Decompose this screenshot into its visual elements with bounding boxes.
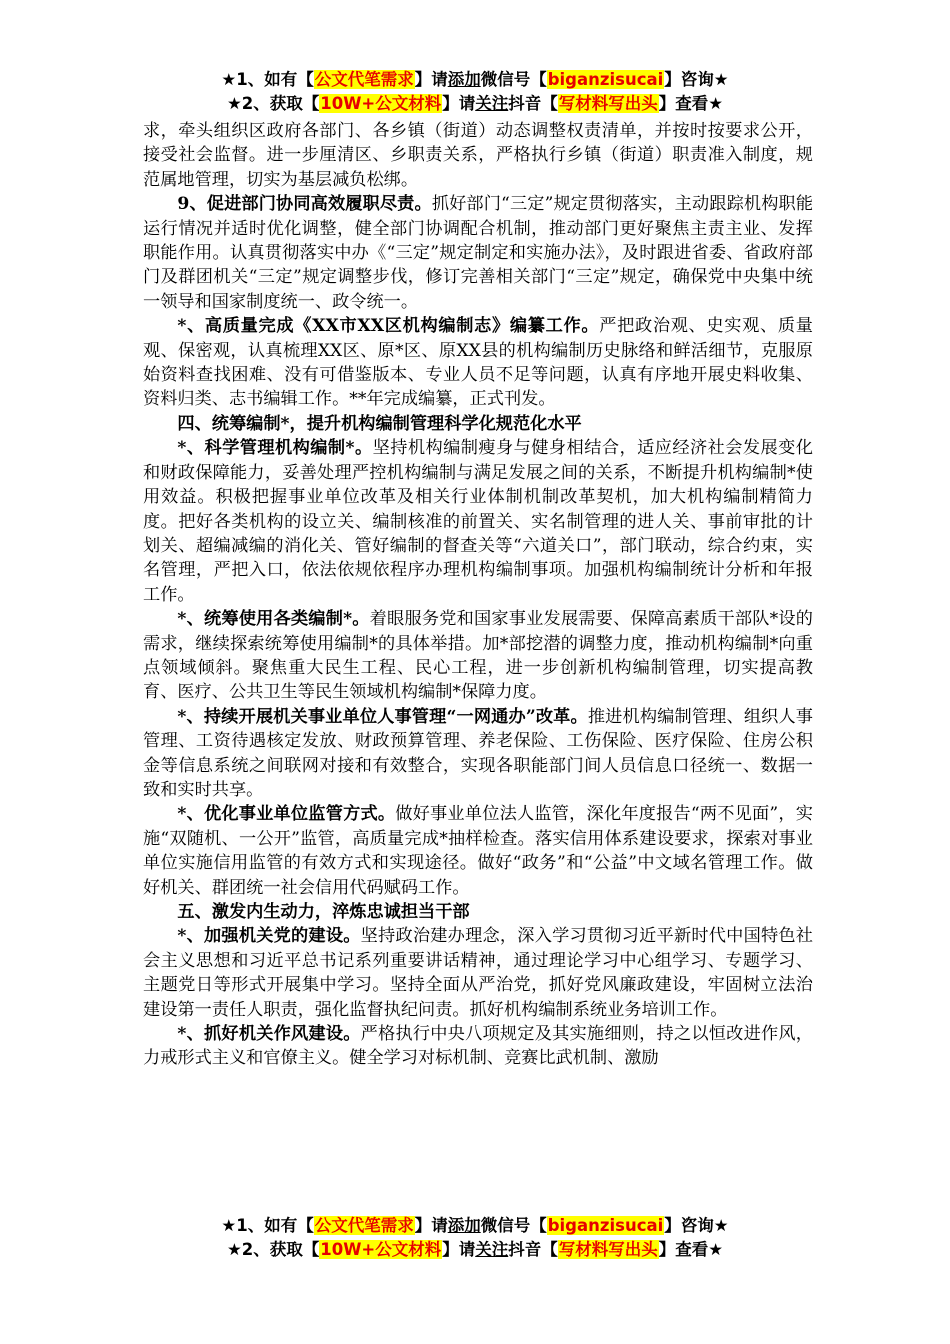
paragraph-coordinate-staffing: *、统筹使用各类编制*。着眼服务党和国家事业发展需要、保障高素质干部队*设的需求，继续探索统筹使用编制*的具体举措。加*部挖潜的调整力度，推动机构编制*向重点领域倾斜。聚焦重大民生工程、民心工程，进一步创新机构编制管理，切实提高教育、医疗、公共卫生等民生领域机构编制*保障力度。 xyxy=(143,609,813,703)
promo-banner-bottom xyxy=(0,1214,950,1262)
paragraph-item-9: 9、促进部门协同高效履职尽责。抓好部门“三定”规定贯彻落实，主动跟踪机构职能运行情况并适时优化调整，健全部门协调配合机制，推动部门更好聚焦主责主业、发挥职能作用。认真贯彻落实中办《“三定”规定制定和实施办法》，及时跟进省委、省政府部门及群团机关“三定”规定调整步伐，修订完善相关部门“三定”规定，确保党中央集中统一领导和国家制度统一、政令统一。 xyxy=(143,194,814,312)
highlight-wechat-id: biganzisucai xyxy=(547,1216,664,1235)
paragraph-continued: 求，牵头组织区政府各部门、各乡镇（街道）动态调整权责清单，并按时按要求公开，接受社会监督。进一步厘清区、乡职责关系，严格执行乡镇（街道）职责准入制度，规范属地管理，切实为基层减负松绑。 xyxy=(143,121,813,190)
highlight-materials: 10W+公文材料 xyxy=(320,94,442,113)
promo-banner-top xyxy=(0,68,950,116)
banner-line-1: ★1、如有【公文代笔需求】请添加微信号【biganzisucai】咨询★ xyxy=(221,70,729,89)
banner-line-1: ★1、如有【公文代笔需求】请添加微信号【biganzisucai】咨询★ xyxy=(221,1216,729,1235)
highlight-service: 公文代笔需求 xyxy=(314,1216,414,1235)
banner-line-2: ★2、获取【10W+公文材料】请关注抖音【写材料写出头】查看★ xyxy=(226,94,724,113)
paragraph-annals: *、高质量完成《XX市XX区机构编制志》编纂工作。严把政治观、史实观、质量观、保密观，认真梳理XX区、原*区、原XX县的机构编制历史脉络和鲜活细节，克服原始资料查找困难、没有可借鉴版本、专业人员不足等问题，认真有序地开展史料收集、资料归类、志书编辑工作。**年完成编纂，正式刊发。 xyxy=(143,316,813,410)
paragraph-manage-staffing: *、科学管理机构编制*。坚持机构编制瘦身与健身相结合，适应经济社会发展变化和财政保障能力，妥善处理严控机构编制与满足发展之间的关系，不断提升机构编制*使用效益。积极把握事业单位改革及相关行业体制机制改革契机，加大机构编制精简力度。把好各类机构的设立关、编制核准的前置关、实名制管理的进人关、事前审批的计划关、超编减编的消化关、管好编制的督查关等“六道关口”，部门联动，综合约束，实名管理，严把入口，依法依规依程序办理机构编制事项。加强机构编制统计分析和年报工作。 xyxy=(143,438,813,605)
paragraph-one-network: *、持续开展机关事业单位人事管理“一网通办”改革。推进机构编制管理、组织人事管理、工资待遇核定发放、财政预算管理、养老保险、工伤保险、医疗保险、住房公积金等信息系统之间联网对接和有效整合，实现各职能部门间人员信息口径统一、数据一致和实时共享。 xyxy=(143,706,813,800)
highlight-douyin: 写材料写出头 xyxy=(558,1240,658,1259)
highlight-service: 公文代笔需求 xyxy=(314,70,414,89)
section-heading-5: 五、激发内生动力，淬炼忠诚担当干部 xyxy=(177,902,470,922)
highlight-wechat-id: biganzisucai xyxy=(547,70,664,89)
paragraph-supervision: *、优化事业单位监管方式。做好事业单位法人监管，深化年度报告“两不见面”，实施“双随机、一公开”监管，高质量完成*抽样检查。落实信用体系建设要求，探索对事业单位实施信用监管的有效方式和实现途径。做好“政务”和“公益”中文域名管理工作。做好机关、群团统一社会信用代码赋码工作。 xyxy=(143,804,813,898)
paragraph-work-style: *、抓好机关作风建设。严格执行中央八项规定及其实施细则，持之以恒改进作风，力戒形式主义和官僚主义。健全学习对标机制、竞赛比武机制、激励 xyxy=(143,1024,813,1069)
highlight-douyin: 写材料写出头 xyxy=(558,94,658,113)
paragraph-party-building: *、加强机关党的建设。坚持政治建办理念，深入学习贯彻习近平新时代中国特色社会主义思想和习近平总书记系列重要讲话精神，通过理论学习中心组学习、专题学习、主题党日等形式开展集中学习。坚持全面从严治党，抓好党风廉政建设，牢固树立法治建设第一责任人职责，强化监督执纪问责。抓好机构编制系统业务培训工作。 xyxy=(143,926,813,1020)
highlight-materials: 10W+公文材料 xyxy=(320,1240,442,1259)
document-body xyxy=(143,119,813,1071)
section-heading-4: 四、统筹编制*，提升机构编制管理科学化规范化水平 xyxy=(177,413,582,434)
banner-line-2: ★2、获取【10W+公文材料】请关注抖音【写材料写出头】查看★ xyxy=(226,1240,724,1259)
